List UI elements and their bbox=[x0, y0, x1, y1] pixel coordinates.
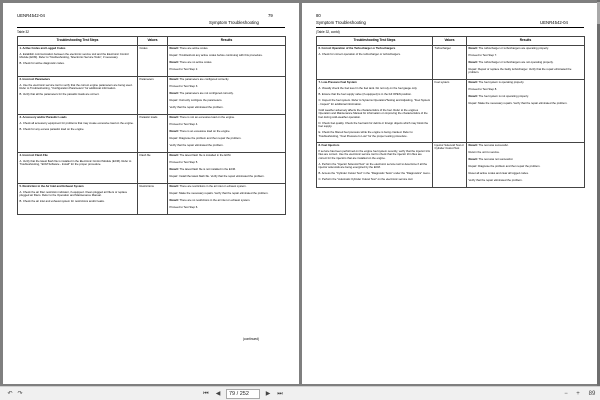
step-instruction: B. Check the air inlet and exhaust system for restrictions and/or leaks. bbox=[19, 200, 105, 203]
col-header-values: Values bbox=[138, 37, 168, 46]
results-cell bbox=[168, 76, 286, 114]
value-cell: Injector Solenoid Test or Cylinder Cutout Test bbox=[433, 142, 467, 187]
result-label: Result: bbox=[169, 129, 179, 133]
result-line bbox=[469, 47, 583, 51]
step-cell bbox=[18, 183, 138, 214]
result-label: Result: bbox=[169, 198, 179, 202]
result-label: Result: bbox=[468, 81, 478, 84]
first-page-icon[interactable]: ⏮ bbox=[203, 391, 209, 397]
zoom-out-icon[interactable]: − bbox=[564, 391, 568, 397]
page-80 bbox=[302, 3, 598, 384]
page-number-input[interactable]: 79 / 252 bbox=[226, 389, 260, 399]
step-cell bbox=[18, 114, 138, 152]
result-line bbox=[469, 179, 583, 183]
result-line bbox=[170, 92, 284, 96]
result-line bbox=[170, 85, 284, 89]
result-line bbox=[170, 47, 284, 51]
results-cell bbox=[168, 45, 286, 76]
result-label: Result: bbox=[169, 167, 179, 171]
result-text: Proceed to Test Step 5. bbox=[169, 160, 199, 164]
value-cell: Turbocharger bbox=[433, 45, 467, 80]
continued-note: (continued) bbox=[243, 337, 259, 341]
result-line bbox=[170, 54, 284, 58]
result-text: The parameters are not configured correctly. bbox=[179, 91, 234, 95]
next-page-icon[interactable]: ▶ bbox=[265, 391, 271, 397]
step-title: 1. Active Codes and Logged Codes bbox=[19, 46, 66, 50]
step-instruction: B. Access the "Cylinder Cutout Test" in the "Diagnostic Tests" under the "Diagnostics" menu. bbox=[318, 172, 431, 175]
value-cell: Flash file bbox=[138, 152, 168, 183]
result-text: There is an excessive load on the engine. bbox=[179, 129, 231, 133]
results-cell bbox=[168, 152, 286, 183]
troubleshooting-table-contd bbox=[316, 36, 585, 188]
result-line bbox=[469, 144, 583, 148]
zoom-in-icon[interactable]: + bbox=[576, 391, 580, 397]
results-cell bbox=[467, 142, 585, 187]
table-title: Table 32 bbox=[17, 30, 30, 34]
page-79 bbox=[3, 3, 299, 384]
step-instruction: If service has been performed on the engine fuel system recently, verify that the injector trim files are correct. Use the electronic service tool to check that the injector trim files are correct for the injectors that are installed on the engine. bbox=[318, 149, 431, 160]
header-rule bbox=[17, 27, 285, 28]
step-instruction: B. Check for any excess parasitic load on the engine. bbox=[19, 127, 85, 131]
result-text: Repair: Make the necessary repairs. Verify that the repair eliminated the problem. bbox=[169, 191, 269, 195]
result-text: Proceed to Test Step 3. bbox=[169, 84, 199, 88]
col-header-results: Results bbox=[467, 37, 585, 46]
table-row bbox=[317, 45, 585, 80]
result-text: Verify that the repair eliminated the problem. bbox=[169, 143, 224, 147]
result-text: Repair: Diagnose the problem and then repair the problem. bbox=[468, 164, 541, 168]
prev-page-icon[interactable]: ◀ bbox=[215, 391, 221, 397]
result-label: Result: bbox=[468, 157, 478, 161]
result-text: The test was not successful. bbox=[478, 157, 514, 161]
result-line bbox=[469, 158, 583, 162]
table-row bbox=[18, 152, 286, 183]
step-instruction: A. Check for correct operation of the turbocharger or turbochargers. bbox=[318, 52, 401, 56]
result-line bbox=[170, 106, 284, 110]
result-label: Result: bbox=[468, 60, 478, 64]
table-row bbox=[18, 183, 286, 214]
result-line bbox=[469, 102, 583, 106]
doc-id: UENR4542-04 bbox=[540, 20, 568, 25]
value-cell: Parasitic loads bbox=[138, 114, 168, 152]
result-text: The fuel system is operating properly. bbox=[478, 81, 525, 84]
result-label: Result: bbox=[169, 184, 179, 188]
result-line bbox=[469, 88, 583, 92]
result-text: The turbocharger or turbochargers are not operating properly. bbox=[478, 60, 554, 64]
last-page-icon[interactable]: ⏭ bbox=[277, 391, 283, 397]
col-header-steps: Troubleshooting Test Steps bbox=[18, 37, 138, 46]
results-cell bbox=[467, 80, 585, 143]
result-line bbox=[170, 68, 284, 72]
zoom-level: 89 bbox=[588, 391, 596, 397]
step-instruction: A. Visually check the fuel level in the fuel tank. Do not rely on the fuel gauge only. bbox=[318, 87, 418, 90]
table-row bbox=[18, 45, 286, 76]
col-header-results: Results bbox=[168, 37, 286, 46]
result-text: The test was successful. bbox=[478, 143, 509, 147]
step-title: 2. Incorrect Parameters bbox=[19, 77, 51, 81]
viewer-toolbar bbox=[0, 386, 600, 400]
step-instruction: B. Check for active diagnostic codes. bbox=[19, 62, 65, 65]
step-instruction: A. Perform the "Injector Solenoid Test" on the electronic service tool to determine if all the injector solenoids are being energized by the ECM. bbox=[318, 162, 428, 169]
result-label: Result: bbox=[169, 46, 179, 50]
step-cell bbox=[317, 80, 433, 143]
result-label: Result: bbox=[468, 143, 478, 147]
result-line bbox=[170, 206, 284, 210]
table-row bbox=[18, 114, 286, 152]
step-cell bbox=[317, 45, 433, 80]
step-title: 7. Low-Pressure Fuel System bbox=[318, 81, 357, 84]
result-line bbox=[469, 165, 583, 169]
result-line bbox=[170, 185, 284, 189]
result-line bbox=[469, 95, 583, 99]
result-text: The latest flash file is not installed in the ECM. bbox=[179, 167, 236, 171]
results-cell bbox=[467, 45, 585, 80]
result-line bbox=[170, 144, 284, 148]
result-line bbox=[170, 123, 284, 127]
results-cell bbox=[168, 183, 286, 214]
result-line bbox=[170, 61, 284, 65]
result-text: There are no active codes. bbox=[179, 60, 213, 64]
result-line bbox=[170, 175, 284, 179]
page-number: 79 bbox=[268, 13, 273, 18]
step-cell bbox=[18, 76, 138, 114]
result-line bbox=[469, 61, 583, 65]
redo-icon[interactable]: ↷ bbox=[17, 391, 23, 397]
result-text: Proceed to Test Step 2. bbox=[169, 67, 199, 71]
step-instruction: C. Perform the "Automatic Cylinder Cutout Test" on the electronic service tool. bbox=[318, 178, 414, 181]
result-text: The latest flash file is installed in the ECM. bbox=[179, 153, 232, 157]
doc-id: UENR4542-04 bbox=[17, 13, 45, 18]
result-line bbox=[170, 168, 284, 172]
step-title: 4. Incorrect Flash File bbox=[19, 153, 48, 157]
result-label: Result: bbox=[169, 60, 179, 64]
step-cell bbox=[18, 45, 138, 76]
troubleshooting-table bbox=[17, 36, 286, 215]
step-instruction: A. Check the air filter restriction indicator, if equipped. Clean plugged air filters or replace plugged air filters. Refer to the Operation and Maintenance Manual. bbox=[19, 190, 128, 197]
result-label: Result: bbox=[169, 153, 179, 157]
result-text: Return the unit to service. bbox=[468, 150, 500, 154]
result-line bbox=[469, 151, 583, 155]
step-title: 6. Correct Operation of the Turbocharger or Turbochargers bbox=[318, 46, 396, 50]
result-line bbox=[469, 81, 583, 85]
result-text: Verify that the repair eliminated the problem. bbox=[468, 178, 523, 182]
result-text: There are no restrictions in the air inlet or exhaust system. bbox=[179, 198, 251, 202]
undo-icon[interactable]: ↶ bbox=[7, 391, 13, 397]
table-row bbox=[317, 80, 585, 143]
result-label: Result: bbox=[468, 46, 478, 50]
table-row bbox=[18, 76, 286, 114]
result-text: Proceed to Test Step 7. bbox=[468, 53, 498, 57]
col-header-steps: Troubleshooting Test Steps bbox=[317, 37, 433, 46]
result-line bbox=[469, 172, 583, 176]
table-row bbox=[317, 142, 585, 187]
section-title: Symptom Troubleshooting bbox=[209, 20, 259, 25]
result-label: Result: bbox=[468, 95, 478, 98]
step-instruction: Cold weather adversely affects the characteristics of the fuel. Refer to the engines Operation and Maintenance Manual for information on improving the characteristics of the fuel during cold-weather operation. bbox=[318, 108, 428, 119]
step-instruction: E. Check the filtered fuel pressure while the engine is being cranked. Refer to Troubleshooting, "Fuel Pressure Is Low" for the proper testing procedure. bbox=[318, 131, 413, 138]
result-line bbox=[170, 137, 284, 141]
result-text: The fuel system is not operating properly. bbox=[478, 95, 529, 98]
col-header-values: Values bbox=[433, 37, 467, 46]
step-instruction: B. Verify that all the parameters for the parasitic loads are correct. bbox=[19, 93, 100, 96]
result-line bbox=[170, 154, 284, 158]
step-cell bbox=[317, 142, 433, 187]
step-cell bbox=[18, 152, 138, 183]
result-line bbox=[170, 99, 284, 103]
result-line bbox=[170, 130, 284, 134]
result-text: Proceed to Test Step 6. bbox=[169, 205, 199, 209]
value-cell: Fuel system bbox=[433, 80, 467, 143]
value-cell: Restrictions bbox=[138, 183, 168, 214]
result-text: Proceed to Test Step 4. bbox=[169, 122, 199, 126]
result-text: Proceed to Test Step 8. bbox=[468, 88, 498, 91]
result-line bbox=[170, 161, 284, 165]
step-instruction: C. Inspect the fuel system. Refer to Systems Operation/Testing and Adjusting, "Fuel System - Inspect" for additional information. bbox=[318, 99, 431, 106]
result-line bbox=[469, 68, 583, 75]
results-cell bbox=[168, 114, 286, 152]
header-rule bbox=[316, 27, 584, 28]
table-title: (Table 32, contd) bbox=[316, 30, 340, 34]
result-text: The turbocharger or turbochargers are operating properly. bbox=[478, 46, 549, 50]
result-text: Repair: Diagnose the problem and then repair the problem. bbox=[169, 136, 242, 140]
result-text: Repair: Correctly configure the parameters. bbox=[169, 98, 223, 102]
step-title: 8. Fuel Injectors bbox=[318, 143, 340, 147]
result-label: Result: bbox=[169, 77, 179, 81]
result-line bbox=[170, 78, 284, 82]
result-text: Repair: Make the necessary repairs. Verify that the repair eliminated the problem. bbox=[468, 102, 568, 105]
result-text: Verify that the repair eliminated the problem. bbox=[169, 105, 224, 109]
result-text: Reset all active codes and clear all logged codes. bbox=[468, 171, 529, 175]
result-text: Repair: Install the latest flash file. Verify that the repair eliminated the problem. bbox=[169, 174, 265, 178]
result-text: There is not an excessive load on the engine. bbox=[179, 115, 235, 119]
result-line bbox=[170, 116, 284, 120]
result-text: Repair: Repair or replace the faulty turbocharger. Verify that the repair eliminated the problem. bbox=[468, 67, 572, 74]
step-title: 5. Restriction in the Air Inlet and Exhaust System bbox=[19, 184, 84, 188]
value-cell: Codes bbox=[138, 45, 168, 76]
section-title: Symptom Troubleshooting bbox=[316, 20, 366, 25]
step-instruction: B. Ensure that the fuel supply valve (if equipped) is in the full OPEN position. bbox=[318, 93, 412, 96]
step-instruction: A. Check all accessory equipment for problems that may create excessive load on the engine. bbox=[19, 121, 134, 125]
step-title: 3. Accessory and/or Parasitic Loads bbox=[19, 115, 67, 119]
result-text: There are restrictions in the air inlet or exhaust system. bbox=[179, 184, 247, 188]
result-text: The parameters are configured correctly. bbox=[179, 77, 230, 81]
result-line bbox=[170, 199, 284, 203]
result-label: Result: bbox=[169, 115, 179, 119]
result-line bbox=[469, 54, 583, 58]
result-text: Repair: Troubleshoot any active codes before continuing with this procedure. bbox=[169, 53, 263, 57]
result-label: Result: bbox=[169, 91, 179, 95]
result-text: There are active codes. bbox=[179, 46, 209, 50]
value-cell: Parameters bbox=[138, 76, 168, 114]
step-instruction: A. Establish communication between the electronic service tool and the Electronic Control Module (ECM). Refer to Troubleshooting, "Electronic Service Tools", if necessary. bbox=[19, 52, 129, 59]
result-line bbox=[170, 192, 284, 196]
step-instruction: A. Verify that the latest flash file is installed in the Electronic Control Module (ECM). Refer to Troubleshooting, "ECM Software - Install" for the proper procedure. bbox=[19, 159, 132, 166]
step-instruction: A. Use the electronic service tool to verify that the correct engine parameters are being used. Refer to Troubleshooting, "Configuration Parameters" for additional information. bbox=[19, 83, 133, 90]
step-instruction: D. Check fuel quality. Check the fuel tank for debris or foreign objects which may block the fuel supply. bbox=[318, 121, 429, 128]
page-number: 80 bbox=[316, 13, 321, 18]
